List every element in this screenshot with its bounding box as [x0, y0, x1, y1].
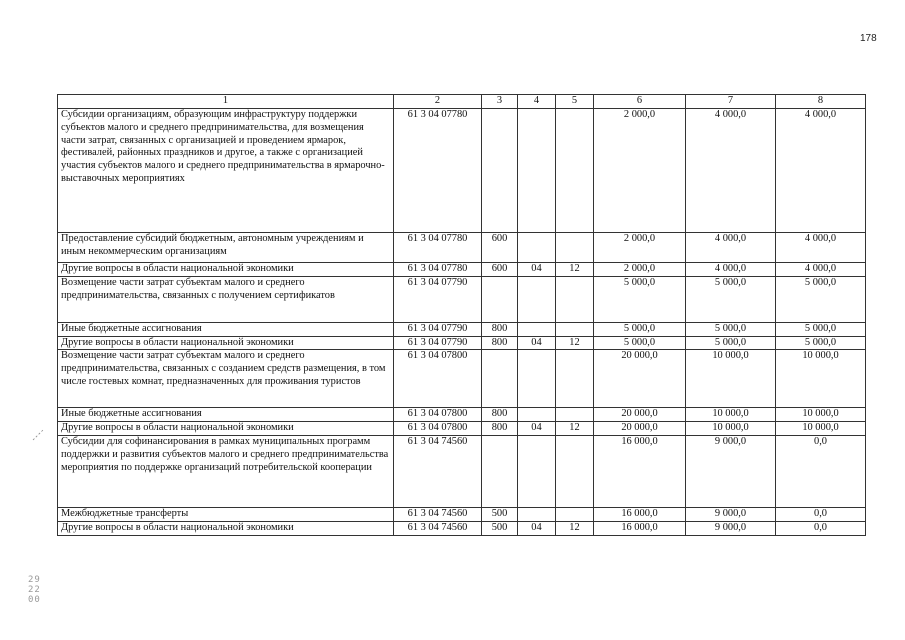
row-code: 61 3 04 74560: [394, 435, 482, 507]
row-col5: [556, 350, 594, 408]
row-value-7: 10 000,0: [686, 350, 776, 408]
row-col4: 04: [518, 422, 556, 436]
row-col3: 800: [482, 422, 518, 436]
row-value-7: 9 000,0: [686, 507, 776, 521]
margin-digit: 22: [28, 585, 41, 595]
row-value-8: 4 000,0: [776, 263, 866, 277]
row-value-8: 5 000,0: [776, 276, 866, 322]
row-value-7: 5 000,0: [686, 322, 776, 336]
table-row: [58, 521, 866, 535]
row-code: 61 3 04 74560: [394, 521, 482, 535]
row-value-7: 5 000,0: [686, 276, 776, 322]
row-col3: [482, 350, 518, 408]
row-value-6: 2 000,0: [594, 233, 686, 263]
row-value-8: 4 000,0: [776, 109, 866, 233]
margin-digits: [28, 575, 41, 605]
row-col3: 500: [482, 507, 518, 521]
row-col4: [518, 507, 556, 521]
row-value-6: 16 000,0: [594, 521, 686, 535]
row-col4: [518, 435, 556, 507]
row-value-6: 16 000,0: [594, 435, 686, 507]
row-code: 61 3 04 07800: [394, 408, 482, 422]
row-value-8: 0,0: [776, 507, 866, 521]
row-value-6: 5 000,0: [594, 276, 686, 322]
row-col5: [556, 109, 594, 233]
row-code: 61 3 04 07790: [394, 336, 482, 350]
table-row: [58, 276, 866, 322]
row-code: 61 3 04 07780: [394, 263, 482, 277]
row-value-8: 5 000,0: [776, 336, 866, 350]
row-col3: 800: [482, 408, 518, 422]
row-col3: [482, 435, 518, 507]
row-code: 61 3 04 07790: [394, 276, 482, 322]
row-value-7: 4 000,0: [686, 233, 776, 263]
header-cell: 1: [58, 95, 394, 109]
header-cell: 6: [594, 95, 686, 109]
row-col4: [518, 322, 556, 336]
row-code: 61 3 04 74560: [394, 507, 482, 521]
row-value-6: 5 000,0: [594, 336, 686, 350]
row-col4: [518, 276, 556, 322]
header-cell: 7: [686, 95, 776, 109]
row-col3: 800: [482, 336, 518, 350]
row-value-7: 4 000,0: [686, 109, 776, 233]
row-col5: [556, 435, 594, 507]
row-col5: [556, 276, 594, 322]
row-value-8: 5 000,0: [776, 322, 866, 336]
table-row: [58, 263, 866, 277]
row-col5: [556, 322, 594, 336]
row-name: Возмещение части затрат субъектам малого и среднего предпринимательства, связанных с созданием средств размещения, в том числе гостевых комнат, предназначенных для проживания туристов: [58, 350, 394, 408]
row-col5: [556, 408, 594, 422]
row-col4: 04: [518, 263, 556, 277]
row-value-8: 10 000,0: [776, 408, 866, 422]
row-col3: [482, 276, 518, 322]
row-name: Субсидии для софинансирования в рамках муниципальных программ поддержки и развития субъектов малого и среднего предпринимательства мероприятия по поддержке организаций потребительской кооперации: [58, 435, 394, 507]
table-row: [58, 336, 866, 350]
row-code: 61 3 04 07790: [394, 322, 482, 336]
row-col3: 800: [482, 322, 518, 336]
row-value-7: 10 000,0: [686, 408, 776, 422]
row-col5: 12: [556, 336, 594, 350]
row-value-8: 10 000,0: [776, 422, 866, 436]
header-cell: 8: [776, 95, 866, 109]
row-col3: 500: [482, 521, 518, 535]
row-value-8: 0,0: [776, 521, 866, 535]
scan-mark-icon: [31, 428, 45, 442]
row-name: Иные бюджетные ассигнования: [58, 408, 394, 422]
row-name: Субсидии организациям, образующим инфраструктуру поддержки субъектов малого и среднего предпринимательства, для возмещения части затрат, связанных с организацией и проведением ярмарок, фестивалей, районных праздников и другое, а также с организацией участия субъектов малого и среднего предпринимательства в ярмарочно-выставочных мероприятиях: [58, 109, 394, 233]
row-name: Межбюджетные трансферты: [58, 507, 394, 521]
row-col3: [482, 109, 518, 233]
row-code: 61 3 04 07780: [394, 109, 482, 233]
table-row: [58, 408, 866, 422]
row-code: 61 3 04 07800: [394, 422, 482, 436]
row-col5: 12: [556, 263, 594, 277]
row-name: Другие вопросы в области национальной экономики: [58, 336, 394, 350]
row-value-6: 2 000,0: [594, 109, 686, 233]
row-name: Другие вопросы в области национальной экономики: [58, 521, 394, 535]
row-value-7: 9 000,0: [686, 435, 776, 507]
row-col3: 600: [482, 263, 518, 277]
table-row: [58, 350, 866, 408]
header-cell: 2: [394, 95, 482, 109]
table-row: [58, 322, 866, 336]
row-code: 61 3 04 07800: [394, 350, 482, 408]
row-value-7: 9 000,0: [686, 521, 776, 535]
table-header-row: [58, 95, 866, 109]
table-row: [58, 422, 866, 436]
row-value-7: 4 000,0: [686, 263, 776, 277]
page-number: 178: [860, 33, 877, 44]
row-col4: [518, 408, 556, 422]
row-value-6: 20 000,0: [594, 350, 686, 408]
table-row: [58, 435, 866, 507]
row-value-6: 20 000,0: [594, 422, 686, 436]
row-col4: 04: [518, 521, 556, 535]
row-name: Другие вопросы в области национальной экономики: [58, 422, 394, 436]
row-name: Другие вопросы в области национальной экономики: [58, 263, 394, 277]
margin-digit: 29: [28, 575, 41, 585]
row-name: Иные бюджетные ассигнования: [58, 322, 394, 336]
row-name: Возмещение части затрат субъектам малого и среднего предпринимательства, связанных с получением сертификатов: [58, 276, 394, 322]
row-col5: 12: [556, 422, 594, 436]
row-col5: [556, 233, 594, 263]
header-cell: 4: [518, 95, 556, 109]
row-col5: 12: [556, 521, 594, 535]
row-col3: 600: [482, 233, 518, 263]
row-value-6: 2 000,0: [594, 263, 686, 277]
row-col4: 04: [518, 336, 556, 350]
row-value-8: 4 000,0: [776, 233, 866, 263]
row-code: 61 3 04 07780: [394, 233, 482, 263]
row-name: Предоставление субсидий бюджетным, автономным учреждениям и иным некоммерческим организациям: [58, 233, 394, 263]
table-row: [58, 233, 866, 263]
row-value-6: 20 000,0: [594, 408, 686, 422]
budget-table: [57, 94, 866, 536]
table-row: [58, 507, 866, 521]
row-col4: [518, 350, 556, 408]
row-value-8: 10 000,0: [776, 350, 866, 408]
row-col5: [556, 507, 594, 521]
header-cell: 5: [556, 95, 594, 109]
row-col4: [518, 233, 556, 263]
row-value-6: 16 000,0: [594, 507, 686, 521]
table-row: [58, 109, 866, 233]
row-value-7: 5 000,0: [686, 336, 776, 350]
margin-digit: 00: [28, 595, 41, 605]
row-col4: [518, 109, 556, 233]
row-value-8: 0,0: [776, 435, 866, 507]
row-value-6: 5 000,0: [594, 322, 686, 336]
row-value-7: 10 000,0: [686, 422, 776, 436]
header-cell: 3: [482, 95, 518, 109]
